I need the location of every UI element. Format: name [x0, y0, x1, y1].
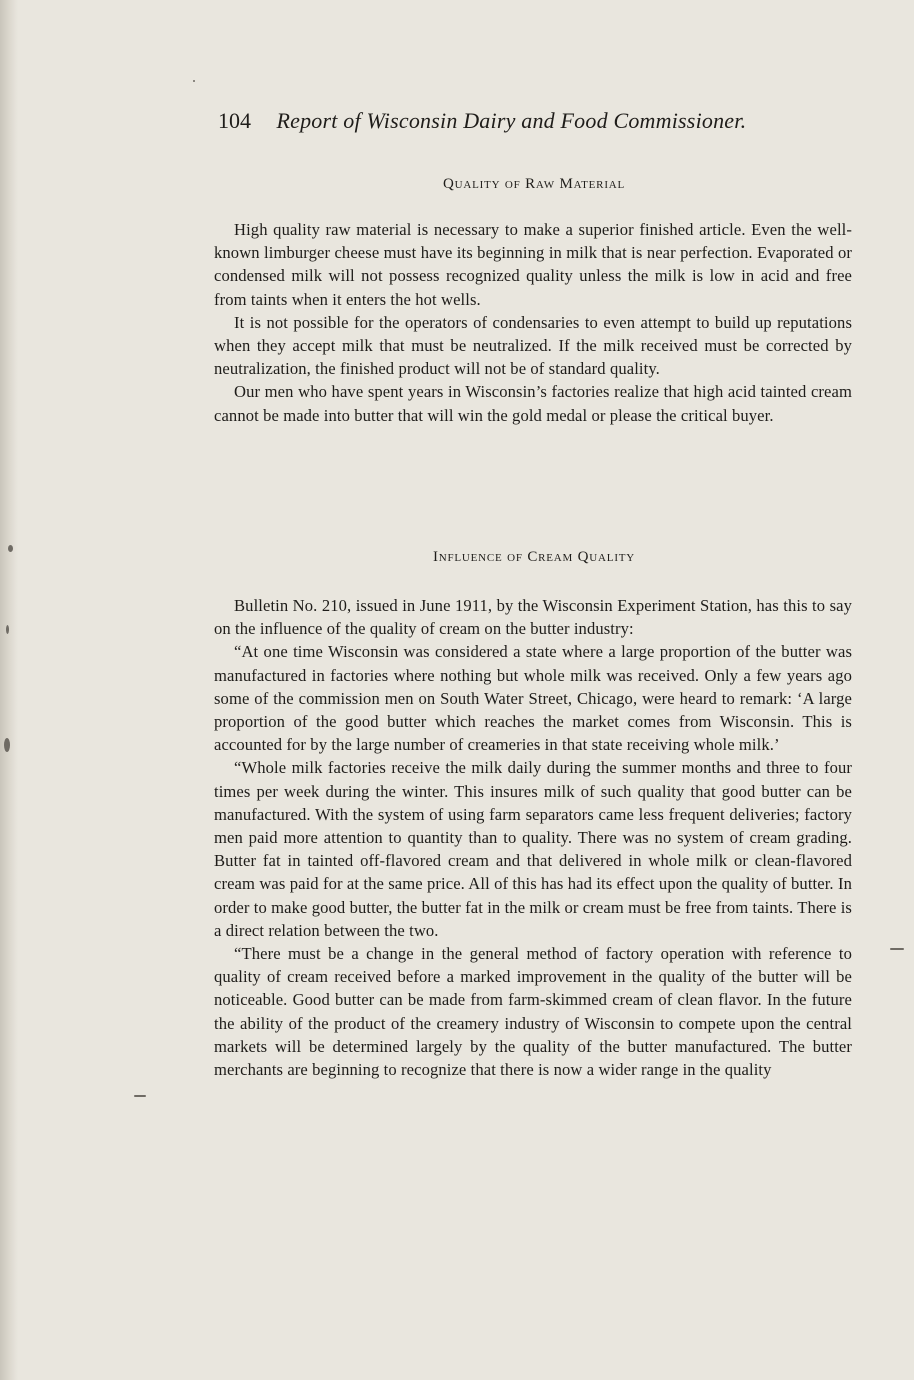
print-speck [8, 545, 13, 552]
print-speck [4, 738, 10, 752]
running-title: Report of Wisconsin Dairy and Food Commissioner. [276, 108, 747, 133]
print-speck [193, 80, 195, 82]
print-speck [134, 1095, 146, 1097]
section-heading-raw-material: Quality of Raw Material [442, 176, 626, 192]
paragraph: High quality raw material is necessary to make a superior finished article. Even the well-known limburger cheese must have its beginning in milk that is near perfection. Evaporated or condensed milk will not possess recognized quality unless the milk is low in acid and free from taints when it enters the hot wells. [214, 220, 852, 309]
paragraph: “There must be a change in the general method of factory operation with reference to quality of cream received before a marked improvement in the quality of the butter will be noticeable. Good butter can be made from farm-skimmed cream of clean flavor. In the future the ability of the product of the creamery industry of Wisconsin to compete upon the central markets will be determined largely by the quality of the butter manufactured. The butter merchants are beginning to recognize that there is now a wider range in the quality [214, 944, 852, 1080]
page-number: 104 [218, 108, 251, 133]
page-edge-shadow [0, 0, 18, 1380]
section-body-raw-material [214, 218, 852, 427]
page-header [218, 101, 848, 141]
paragraph: “Whole milk factories receive the milk daily during the summer months and three to four times per week during the winter. This insures milk of such quality that good butter can be manufactured. With the system of using farm separators came less frequent deliveries; factory men paid more attention to quantity than to quality. There was no system of cream grading. Butter fat in tainted off-flavored cream and that delivered in whole milk or clean-flavored cream was paid for at the same price. All of this has had its effect upon the quality of butter. In order to make good butter, the butter fat in the milk or cream must be free from taints. There is a direct relation between the two. [214, 758, 852, 940]
paragraph: Our men who have spent years in Wisconsin’s factories realize that high acid tainted cream cannot be made into butter that will win the gold medal or please the critical buyer. [214, 382, 852, 425]
paragraph: It is not possible for the operators of condensaries to even attempt to build up reputations when they accept milk that must be neutralized. If the milk received must be corrected by neutralization, the finished product will not be of standard quality. [214, 312, 852, 379]
print-speck [890, 948, 904, 950]
paragraph: Bulletin No. 210, issued in June 1911, by the Wisconsin Experiment Station, has this to say on the influence of the quality of cream on the butter industry: [214, 596, 852, 639]
print-speck [6, 625, 9, 634]
section-body-cream-quality [214, 594, 852, 1081]
paragraph: “At one time Wisconsin was considered a state where a large proportion of the butter was manufactured in factories where nothing but whole milk was received. Only a few years ago some of the commission men on South Water Street, Chicago, were heard to remark: ‘A large proportion of the good butter which reaches the market comes from Wisconsin. This is accounted for by the large number of creameries in that state receiving whole milk.’ [214, 642, 852, 755]
section-heading-cream-quality: Influence of Cream Quality [432, 549, 636, 565]
